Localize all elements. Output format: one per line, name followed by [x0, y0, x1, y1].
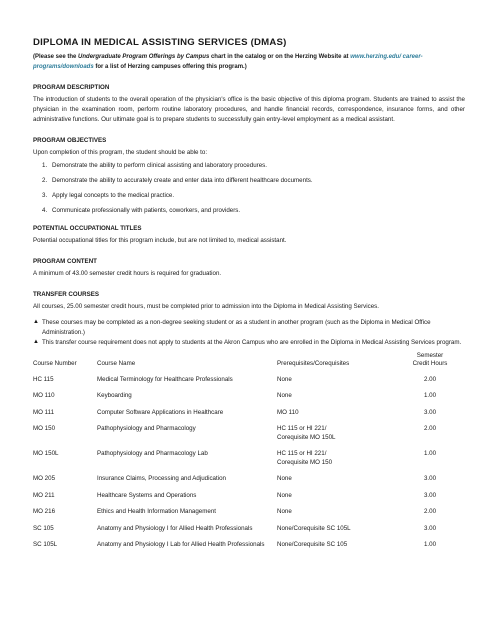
course-number: MO 150 [33, 425, 56, 432]
course-number: MO 216 [33, 508, 56, 515]
course-number: HC 115 [33, 375, 54, 383]
table-row [33, 537, 465, 554]
course-credits: 3.00 [423, 524, 437, 532]
transfer-bullets [33, 318, 465, 348]
table-row [33, 446, 465, 471]
course-prereq: HC 115 or HI 221/ Corequisite MO 150L [277, 425, 336, 441]
course-prereq: None [277, 392, 292, 399]
header-prerequisites: Prerequisites/Corequisites [277, 360, 350, 367]
course-name: Anatomy and Physiology I Lab for Allied Health Professionals [97, 541, 265, 548]
course-number: MO 110 [33, 392, 55, 399]
course-credits: 3.00 [423, 491, 437, 499]
note-suffix: for a list of Herzing campuses offering this program.) [93, 64, 247, 70]
course-credits: 1.00 [423, 450, 437, 457]
transfer-heading: TRANSFER COURSES [33, 291, 100, 298]
course-credits: 3.00 [423, 408, 437, 416]
course-number: MO 205 [33, 475, 56, 482]
course-credits: 2.00 [423, 508, 437, 515]
objectives-heading: PROGRAM OBJECTIVES [33, 137, 107, 144]
course-name: Computer Software Applications in Healthcare [97, 408, 224, 416]
transfer-text: All courses, 25.00 semester credit hours, must be completed prior to admission into the Diploma in Medical Assisting Services. [33, 303, 379, 310]
content-heading: PROGRAM CONTENT [33, 258, 97, 265]
course-name: Ethics and Health Information Management [97, 508, 217, 515]
arrow-up-icon: ▲ [33, 339, 39, 345]
course-number: MO 111 [33, 408, 55, 416]
occupational-heading: POTENTIAL OCCUPATIONAL TITLES [33, 225, 142, 232]
course-credits: 2.00 [423, 425, 437, 432]
objectives-intro: Upon completion of this program, the student should be able to: [33, 149, 208, 156]
course-prereq: None/Corequisite SC 105L [277, 524, 351, 532]
document-page [33, 37, 465, 554]
table-row [33, 471, 465, 488]
course-number: MO 211 [33, 491, 55, 499]
header-course-number: Course Number [33, 360, 77, 367]
table-row [33, 488, 465, 505]
note-chart-name: Undergraduate Program Offerings by Campus [78, 54, 210, 60]
list-item: ▲ This transfer course requirement does not apply to students at the Akron Campus who are enrolled in the Diploma in Medical Assisting Services program. [33, 339, 462, 346]
course-credits: 3.00 [423, 475, 437, 482]
list-item: 1. Demonstrate the ability to perform clinical assisting and laboratory procedures. [42, 162, 267, 169]
table-header-row [33, 352, 465, 372]
content-text: A minimum of 43.00 semester credit hours is required for graduation. [33, 270, 222, 277]
course-name: Keyboarding [97, 392, 132, 399]
program-note [33, 52, 465, 72]
description-text: The introduction of students to the overall operation of the physician's office is the basic objective of this diploma program. Students are trained to assist the physician in the examination room, perform routine laboratory procedures, and handle financial records, correspondence, insurance forms, and other administrative functions. Our ultimate goal is to prepare students to successfully gain entry-level employment as a medical assistant. [33, 96, 465, 123]
header-course-name: Course Name [97, 360, 136, 367]
course-name: Medical Terminology for Healthcare Professionals [97, 375, 233, 383]
course-prereq: None [277, 375, 292, 383]
list-item: 3. Apply legal concepts to the medical practice. [42, 192, 175, 199]
occupational-text: Potential occupational titles for this program include, but are not limited to, medical assistant. [33, 237, 287, 244]
course-name: Anatomy and Physiology I for Allied Health Professionals [97, 524, 253, 532]
table-row [33, 521, 465, 538]
note-prefix: (Please see the [33, 54, 79, 60]
herzing-website-link[interactable]: www.herzing.edu/ career-programs/downloads [33, 54, 423, 70]
table-row [33, 405, 465, 422]
list-item: ▲ These courses may be completed as a non-degree seeking student or as a student in another program (such as the Diploma in Medical Office Administration.) [33, 319, 431, 336]
course-prereq: MO 110 [277, 408, 299, 416]
course-credits: 1.00 [423, 392, 437, 399]
list-item: 4. Communicate professionally with patients, coworkers, and providers. [42, 207, 241, 214]
table-row [33, 421, 465, 446]
course-number: SC 105L [33, 541, 58, 548]
course-credits: 2.00 [423, 375, 437, 383]
course-prereq: HC 115 or HI 221/ Corequisite MO 150 [277, 450, 333, 466]
header-credit-hours: Semester Credit Hours [412, 351, 448, 367]
description-heading: PROGRAM DESCRIPTION [33, 84, 110, 91]
page-title: DIPLOMA IN MEDICAL ASSISTING SERVICES (DMAS) [33, 37, 287, 48]
course-prereq: None [277, 475, 292, 482]
course-prereq: None [277, 491, 292, 499]
course-number: MO 150L [33, 450, 59, 457]
course-name: Healthcare Systems and Operations [97, 491, 197, 499]
table-row [33, 504, 465, 521]
list-item: 2. Demonstrate the ability to accurately create and enter data into different healthcare documents. [42, 177, 313, 184]
course-prereq: None/Corequisite SC 105 [277, 541, 348, 548]
table-row [33, 372, 465, 389]
course-number: SC 105 [33, 524, 54, 532]
course-table [33, 352, 465, 554]
note-middle: chart in the catalog or on the Herzing Website at [209, 54, 351, 60]
course-prereq: None [277, 508, 292, 515]
course-name: Pathophysiology and Pharmacology Lab [97, 450, 208, 457]
arrow-up-icon: ▲ [33, 319, 39, 325]
course-name: Pathophysiology and Pharmacology [97, 425, 196, 432]
course-name: Insurance Claims, Processing and Adjudication [97, 475, 226, 482]
table-row [33, 388, 465, 405]
objectives-list [42, 162, 465, 215]
course-credits: 1.00 [423, 541, 437, 548]
